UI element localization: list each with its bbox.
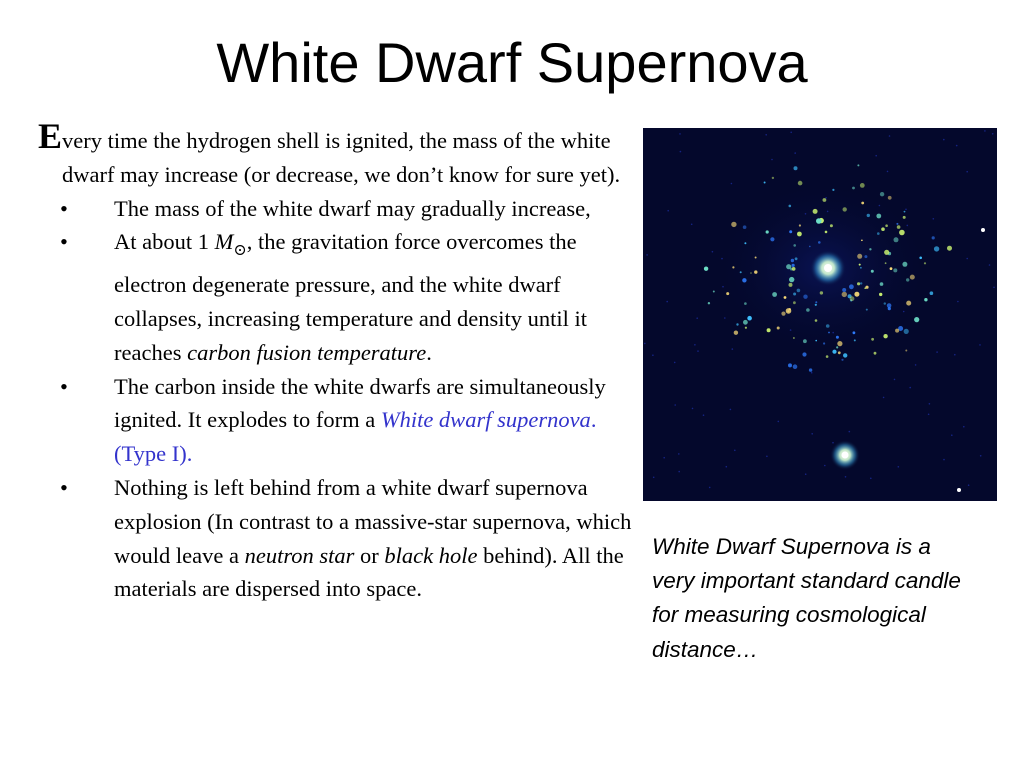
remnant-knot bbox=[791, 259, 794, 262]
remnant-knot bbox=[731, 222, 736, 227]
type-one-label: . (Type I). bbox=[114, 407, 597, 467]
remnant-knot bbox=[799, 224, 801, 226]
background-noise-dot bbox=[703, 414, 705, 416]
solar-mass-symbol: M bbox=[214, 229, 234, 255]
remnant-knot bbox=[726, 292, 729, 295]
remnant-knot bbox=[789, 277, 794, 282]
background-noise-dot bbox=[724, 317, 726, 319]
background-noise-dot bbox=[694, 344, 696, 346]
remnant-knot bbox=[815, 304, 817, 306]
remnant-knot bbox=[903, 216, 906, 219]
remnant-knot bbox=[919, 257, 922, 260]
remnant-knot bbox=[902, 262, 907, 267]
background-noise-dot bbox=[909, 387, 911, 389]
slide-body bbox=[38, 116, 638, 606]
remnant-knot bbox=[704, 267, 708, 271]
remnant-knot bbox=[744, 302, 747, 305]
background-noise-dot bbox=[666, 301, 668, 303]
remnant-knot bbox=[842, 288, 846, 292]
background-noise-dot bbox=[903, 311, 905, 313]
remnant-knot bbox=[767, 328, 771, 332]
intro-paragraph bbox=[38, 116, 638, 192]
background-noise-dot bbox=[691, 224, 693, 226]
remnant-knot bbox=[861, 240, 863, 242]
bullet-2-post: , the gravitation force overcomes the electron degenerate pressure, and the white dwarf collapses, increasing temperature and density until it reaches bbox=[114, 229, 587, 365]
remnant-knot bbox=[861, 202, 864, 205]
remnant-knot bbox=[786, 308, 792, 314]
background-noise-dot bbox=[653, 477, 655, 479]
remnant-knot bbox=[713, 291, 715, 293]
slide-title: White Dwarf Supernova bbox=[216, 31, 808, 94]
background-noise-dot bbox=[943, 139, 945, 141]
remnant-knot bbox=[793, 244, 796, 247]
background-noise-dot bbox=[928, 414, 930, 416]
remnant-knot bbox=[813, 209, 818, 214]
remnant-knot bbox=[732, 266, 734, 268]
background-noise-dot bbox=[734, 450, 736, 452]
background-noise-dot bbox=[992, 133, 994, 135]
remnant-knot bbox=[781, 312, 785, 316]
remnant-knot bbox=[798, 181, 803, 186]
background-noise-dot bbox=[825, 197, 827, 199]
remnant-knot bbox=[887, 303, 892, 308]
remnant-knot bbox=[854, 339, 856, 341]
remnant-knot bbox=[793, 364, 798, 369]
remnant-knot bbox=[809, 246, 811, 248]
background-noise-dot bbox=[905, 209, 907, 211]
supernova-remnant-icon bbox=[643, 128, 997, 501]
remnant-knot bbox=[793, 301, 796, 304]
remnant-knot bbox=[896, 223, 898, 225]
bullet-dot: • bbox=[60, 229, 68, 255]
remnant-knot bbox=[789, 205, 792, 208]
remnant-knot bbox=[864, 255, 867, 258]
remnant-knot bbox=[736, 323, 738, 325]
remnant-knot bbox=[871, 270, 874, 273]
sun-symbol: ⊙ bbox=[233, 242, 247, 260]
background-noise-dot bbox=[954, 354, 956, 356]
faint-star-icon bbox=[981, 228, 985, 232]
remnant-knot bbox=[867, 214, 870, 217]
background-noise-dot bbox=[984, 130, 986, 132]
background-noise-dot bbox=[811, 433, 813, 435]
bullet-1-text: The mass of the white dwarf may gradually increase, bbox=[114, 195, 591, 221]
background-noise-dot bbox=[915, 364, 917, 366]
remnant-knot bbox=[866, 309, 868, 311]
remnant-knot bbox=[934, 246, 939, 251]
bullet-list bbox=[38, 192, 638, 607]
remnant-knot bbox=[843, 207, 847, 211]
background-noise-dot bbox=[692, 408, 694, 410]
bullet-item-4 bbox=[38, 471, 638, 606]
remnant-knot bbox=[857, 254, 862, 259]
background-noise-dot bbox=[956, 145, 958, 147]
remnant-knot bbox=[820, 291, 823, 294]
remnant-knot bbox=[815, 301, 817, 303]
background-noise-dot bbox=[889, 135, 891, 137]
remnant-knot bbox=[838, 351, 841, 354]
remnant-knot bbox=[869, 248, 871, 250]
remnant-knot bbox=[871, 338, 874, 341]
remnant-knot bbox=[881, 227, 885, 231]
remnant-knot bbox=[792, 267, 796, 271]
bullet-item-3 bbox=[38, 370, 638, 471]
bullet-4-pre: Nothing is left behind from a white dwarf supernova explosion (In contrast to a massive-star supernova, which would leave a bbox=[114, 474, 632, 568]
remnant-knot bbox=[772, 292, 777, 297]
remnant-knot bbox=[860, 267, 862, 269]
remnant-knot bbox=[864, 287, 866, 289]
background-noise-dot bbox=[712, 251, 714, 253]
background-noise-dot bbox=[790, 132, 792, 134]
remnant-knot bbox=[906, 301, 911, 306]
remnant-knot bbox=[884, 250, 889, 255]
remnant-knot bbox=[816, 218, 822, 224]
background-noise-dot bbox=[989, 264, 991, 266]
background-noise-dot bbox=[875, 155, 877, 157]
remnant-knot bbox=[784, 296, 787, 299]
background-noise-dot bbox=[805, 473, 807, 475]
remnant-knot bbox=[806, 308, 810, 312]
remnant-knot bbox=[874, 352, 877, 355]
background-noise-dot bbox=[849, 431, 851, 433]
remnant-knot bbox=[826, 355, 829, 358]
remnant-knot bbox=[880, 192, 884, 196]
background-noise-dot bbox=[907, 225, 909, 227]
background-noise-dot bbox=[696, 317, 698, 319]
remnant-knot bbox=[823, 198, 827, 202]
bullet-2-end: . bbox=[426, 339, 432, 365]
background-noise-dot bbox=[936, 351, 938, 353]
remnant-knot bbox=[832, 189, 834, 191]
remnant-knot bbox=[734, 331, 738, 335]
background-noise-dot bbox=[778, 421, 780, 423]
remnant-knot bbox=[885, 262, 887, 264]
remnant-knot bbox=[797, 232, 802, 237]
remnant-knot bbox=[924, 298, 927, 301]
remnant-knot bbox=[906, 278, 909, 281]
remnant-knot bbox=[743, 320, 748, 325]
background-noise-dot bbox=[951, 434, 953, 436]
remnant-knot bbox=[877, 232, 880, 235]
remnant-knot bbox=[825, 231, 828, 234]
remnant-knot bbox=[836, 346, 838, 348]
remnant-knot bbox=[802, 352, 806, 356]
remnant-knot bbox=[750, 272, 752, 274]
remnant-knot bbox=[830, 224, 833, 227]
remnant-knot bbox=[852, 187, 855, 190]
remnant-knot bbox=[899, 230, 905, 236]
remnant-knot bbox=[809, 368, 812, 371]
bullet-3-pre: The carbon inside the white dwarfs are simultaneously ignited. It explodes to form a bbox=[114, 373, 606, 433]
remnant-knot bbox=[843, 353, 847, 357]
background-noise-dot bbox=[680, 151, 682, 153]
remnant-knot bbox=[924, 262, 926, 264]
background-noise-dot bbox=[943, 459, 945, 461]
bullet-4-mid: or bbox=[354, 542, 385, 568]
remnant-knot bbox=[857, 282, 860, 285]
carbon-fusion-term: carbon fusion temperature bbox=[187, 339, 427, 365]
background-noise-dot bbox=[679, 133, 681, 135]
remnant-knot bbox=[904, 329, 909, 334]
remnant-knot bbox=[854, 292, 859, 297]
background-noise-dot bbox=[966, 171, 968, 173]
background-noise-dot bbox=[870, 478, 872, 480]
remnant-knot bbox=[794, 166, 798, 170]
bullet-dot: • bbox=[60, 195, 68, 221]
remnant-knot bbox=[708, 302, 710, 304]
remnant-knot bbox=[788, 363, 792, 367]
bullet-item-1 bbox=[38, 192, 638, 226]
remnant-knot bbox=[795, 257, 798, 260]
remnant-knot bbox=[860, 282, 862, 284]
background-noise-dot bbox=[966, 258, 968, 260]
remnant-knot bbox=[883, 334, 887, 338]
remnant-knot bbox=[815, 340, 817, 342]
remnant-knot bbox=[818, 241, 821, 244]
remnant-knot bbox=[888, 196, 892, 200]
remnant-knot bbox=[885, 224, 888, 227]
background-noise-dot bbox=[887, 171, 889, 173]
background-noise-dot bbox=[929, 403, 931, 405]
bullet-2-pre: At about 1 bbox=[114, 229, 215, 255]
remnant-knot bbox=[747, 316, 752, 321]
remnant-knot bbox=[823, 342, 825, 344]
black-hole-term: black hole bbox=[384, 542, 478, 568]
bullet-4-post: behind). All the materials are dispersed into space. bbox=[114, 542, 624, 602]
remnant-knot bbox=[803, 339, 807, 343]
remnant-knot bbox=[828, 332, 830, 334]
remnant-knot bbox=[859, 264, 861, 266]
background-noise-dot bbox=[766, 456, 768, 458]
remnant-knot bbox=[815, 319, 818, 322]
remnant-knot bbox=[826, 324, 830, 328]
background-noise-dot bbox=[667, 210, 669, 212]
background-noise-dot bbox=[732, 348, 734, 350]
neutron-star-term: neutron star bbox=[244, 542, 355, 568]
remnant-knot bbox=[905, 350, 907, 352]
image-caption: White Dwarf Supernova is a very important standard candle for measuring cosmological distance… bbox=[652, 534, 961, 662]
remnant-knot bbox=[904, 211, 906, 213]
bullet-item-2 bbox=[38, 225, 638, 369]
background-noise-dot bbox=[790, 329, 792, 331]
background-noise-dot bbox=[980, 455, 982, 457]
remnant-knot bbox=[890, 267, 893, 270]
background-noise-dot bbox=[652, 354, 654, 356]
background-noise-dot bbox=[845, 476, 847, 478]
background-noise-dot bbox=[721, 258, 723, 260]
remnant-knot bbox=[743, 225, 747, 229]
drop-cap: E bbox=[38, 116, 63, 156]
bullet-dot: • bbox=[60, 373, 68, 399]
intro-text: very time the hydrogen shell is ignited, the mass of the white dwarf may increase (or decrease, we don’t know for sure yet). bbox=[62, 128, 621, 187]
remnant-knot bbox=[742, 278, 746, 282]
background-noise-dot bbox=[963, 426, 965, 428]
remnant-knot bbox=[930, 291, 934, 295]
background-noise-dot bbox=[771, 159, 773, 161]
remnant-knot bbox=[789, 283, 793, 287]
background-noise-dot bbox=[827, 211, 829, 213]
remnant-knot bbox=[932, 236, 935, 239]
remnant-knot bbox=[876, 214, 881, 219]
background-noise-dot bbox=[805, 213, 807, 215]
faint-star-icon bbox=[957, 488, 961, 492]
remnant-knot bbox=[744, 242, 746, 244]
remnant-knot bbox=[879, 293, 882, 296]
remnant-knot bbox=[841, 359, 843, 361]
background-noise-dot bbox=[644, 343, 646, 345]
background-noise-dot bbox=[894, 379, 896, 381]
background-noise-dot bbox=[933, 218, 935, 220]
remnant-knot bbox=[850, 296, 855, 301]
background-noise-dot bbox=[730, 409, 732, 411]
bright-star-core bbox=[824, 264, 832, 272]
background-noise-dot bbox=[879, 205, 881, 207]
remnant-knot bbox=[836, 336, 839, 339]
remnant-knot bbox=[857, 164, 859, 166]
background-noise-dot bbox=[722, 286, 724, 288]
remnant-knot bbox=[895, 329, 899, 333]
remnant-knot bbox=[803, 295, 807, 299]
remnant-knot bbox=[842, 292, 847, 297]
remnant-knot bbox=[740, 271, 742, 273]
background-noise-dot bbox=[726, 466, 728, 468]
remnant-knot bbox=[860, 183, 865, 188]
background-noise-dot bbox=[674, 362, 676, 364]
remnant-knot bbox=[766, 230, 769, 233]
remnant-knot bbox=[897, 225, 901, 229]
background-noise-dot bbox=[646, 254, 648, 256]
remnant-knot bbox=[884, 302, 886, 304]
remnant-knot bbox=[837, 341, 842, 346]
remnant-knot bbox=[853, 331, 856, 334]
remnant-knot bbox=[947, 246, 952, 251]
background-noise-dot bbox=[678, 471, 680, 473]
background-noise-dot bbox=[765, 134, 767, 136]
remnant-knot bbox=[764, 182, 766, 184]
remnant-knot bbox=[754, 270, 757, 273]
remnant-knot bbox=[832, 350, 836, 354]
background-noise-dot bbox=[678, 453, 680, 455]
background-noise-dot bbox=[731, 183, 733, 185]
background-noise-dot bbox=[709, 487, 711, 489]
background-noise-dot bbox=[832, 442, 834, 444]
background-noise-dot bbox=[968, 484, 970, 486]
remnant-knot bbox=[745, 327, 747, 329]
background-noise-dot bbox=[697, 350, 699, 352]
background-noise-dot bbox=[993, 287, 995, 289]
bright-star-core bbox=[842, 452, 849, 459]
remnant-knot bbox=[797, 289, 801, 293]
remnant-knot bbox=[789, 230, 792, 233]
remnant-knot bbox=[793, 293, 796, 296]
remnant-knot bbox=[893, 268, 897, 272]
supernova-remnant-image bbox=[643, 128, 997, 501]
remnant-knot bbox=[792, 264, 795, 267]
background-noise-dot bbox=[898, 466, 900, 468]
remnant-knot bbox=[770, 237, 774, 241]
remnant-knot bbox=[793, 337, 795, 339]
background-noise-dot bbox=[979, 344, 981, 346]
background-noise-dot bbox=[811, 372, 813, 374]
background-noise-dot bbox=[674, 404, 676, 406]
remnant-knot bbox=[777, 327, 780, 330]
background-noise-dot bbox=[794, 152, 796, 154]
background-noise-dot bbox=[883, 397, 885, 399]
background-noise-dot bbox=[663, 457, 665, 459]
bullet-dot: • bbox=[60, 474, 68, 500]
background-noise-dot bbox=[832, 332, 834, 334]
white-dwarf-supernova-link[interactable]: White dwarf supernova bbox=[380, 407, 591, 433]
background-noise-dot bbox=[957, 301, 959, 303]
remnant-knot bbox=[755, 257, 757, 259]
remnant-knot bbox=[910, 275, 915, 280]
remnant-knot bbox=[849, 284, 854, 289]
background-noise-dot bbox=[824, 465, 826, 467]
remnant-knot bbox=[894, 237, 899, 242]
remnant-knot bbox=[880, 282, 884, 286]
remnant-knot bbox=[914, 317, 919, 322]
remnant-knot bbox=[772, 177, 774, 179]
